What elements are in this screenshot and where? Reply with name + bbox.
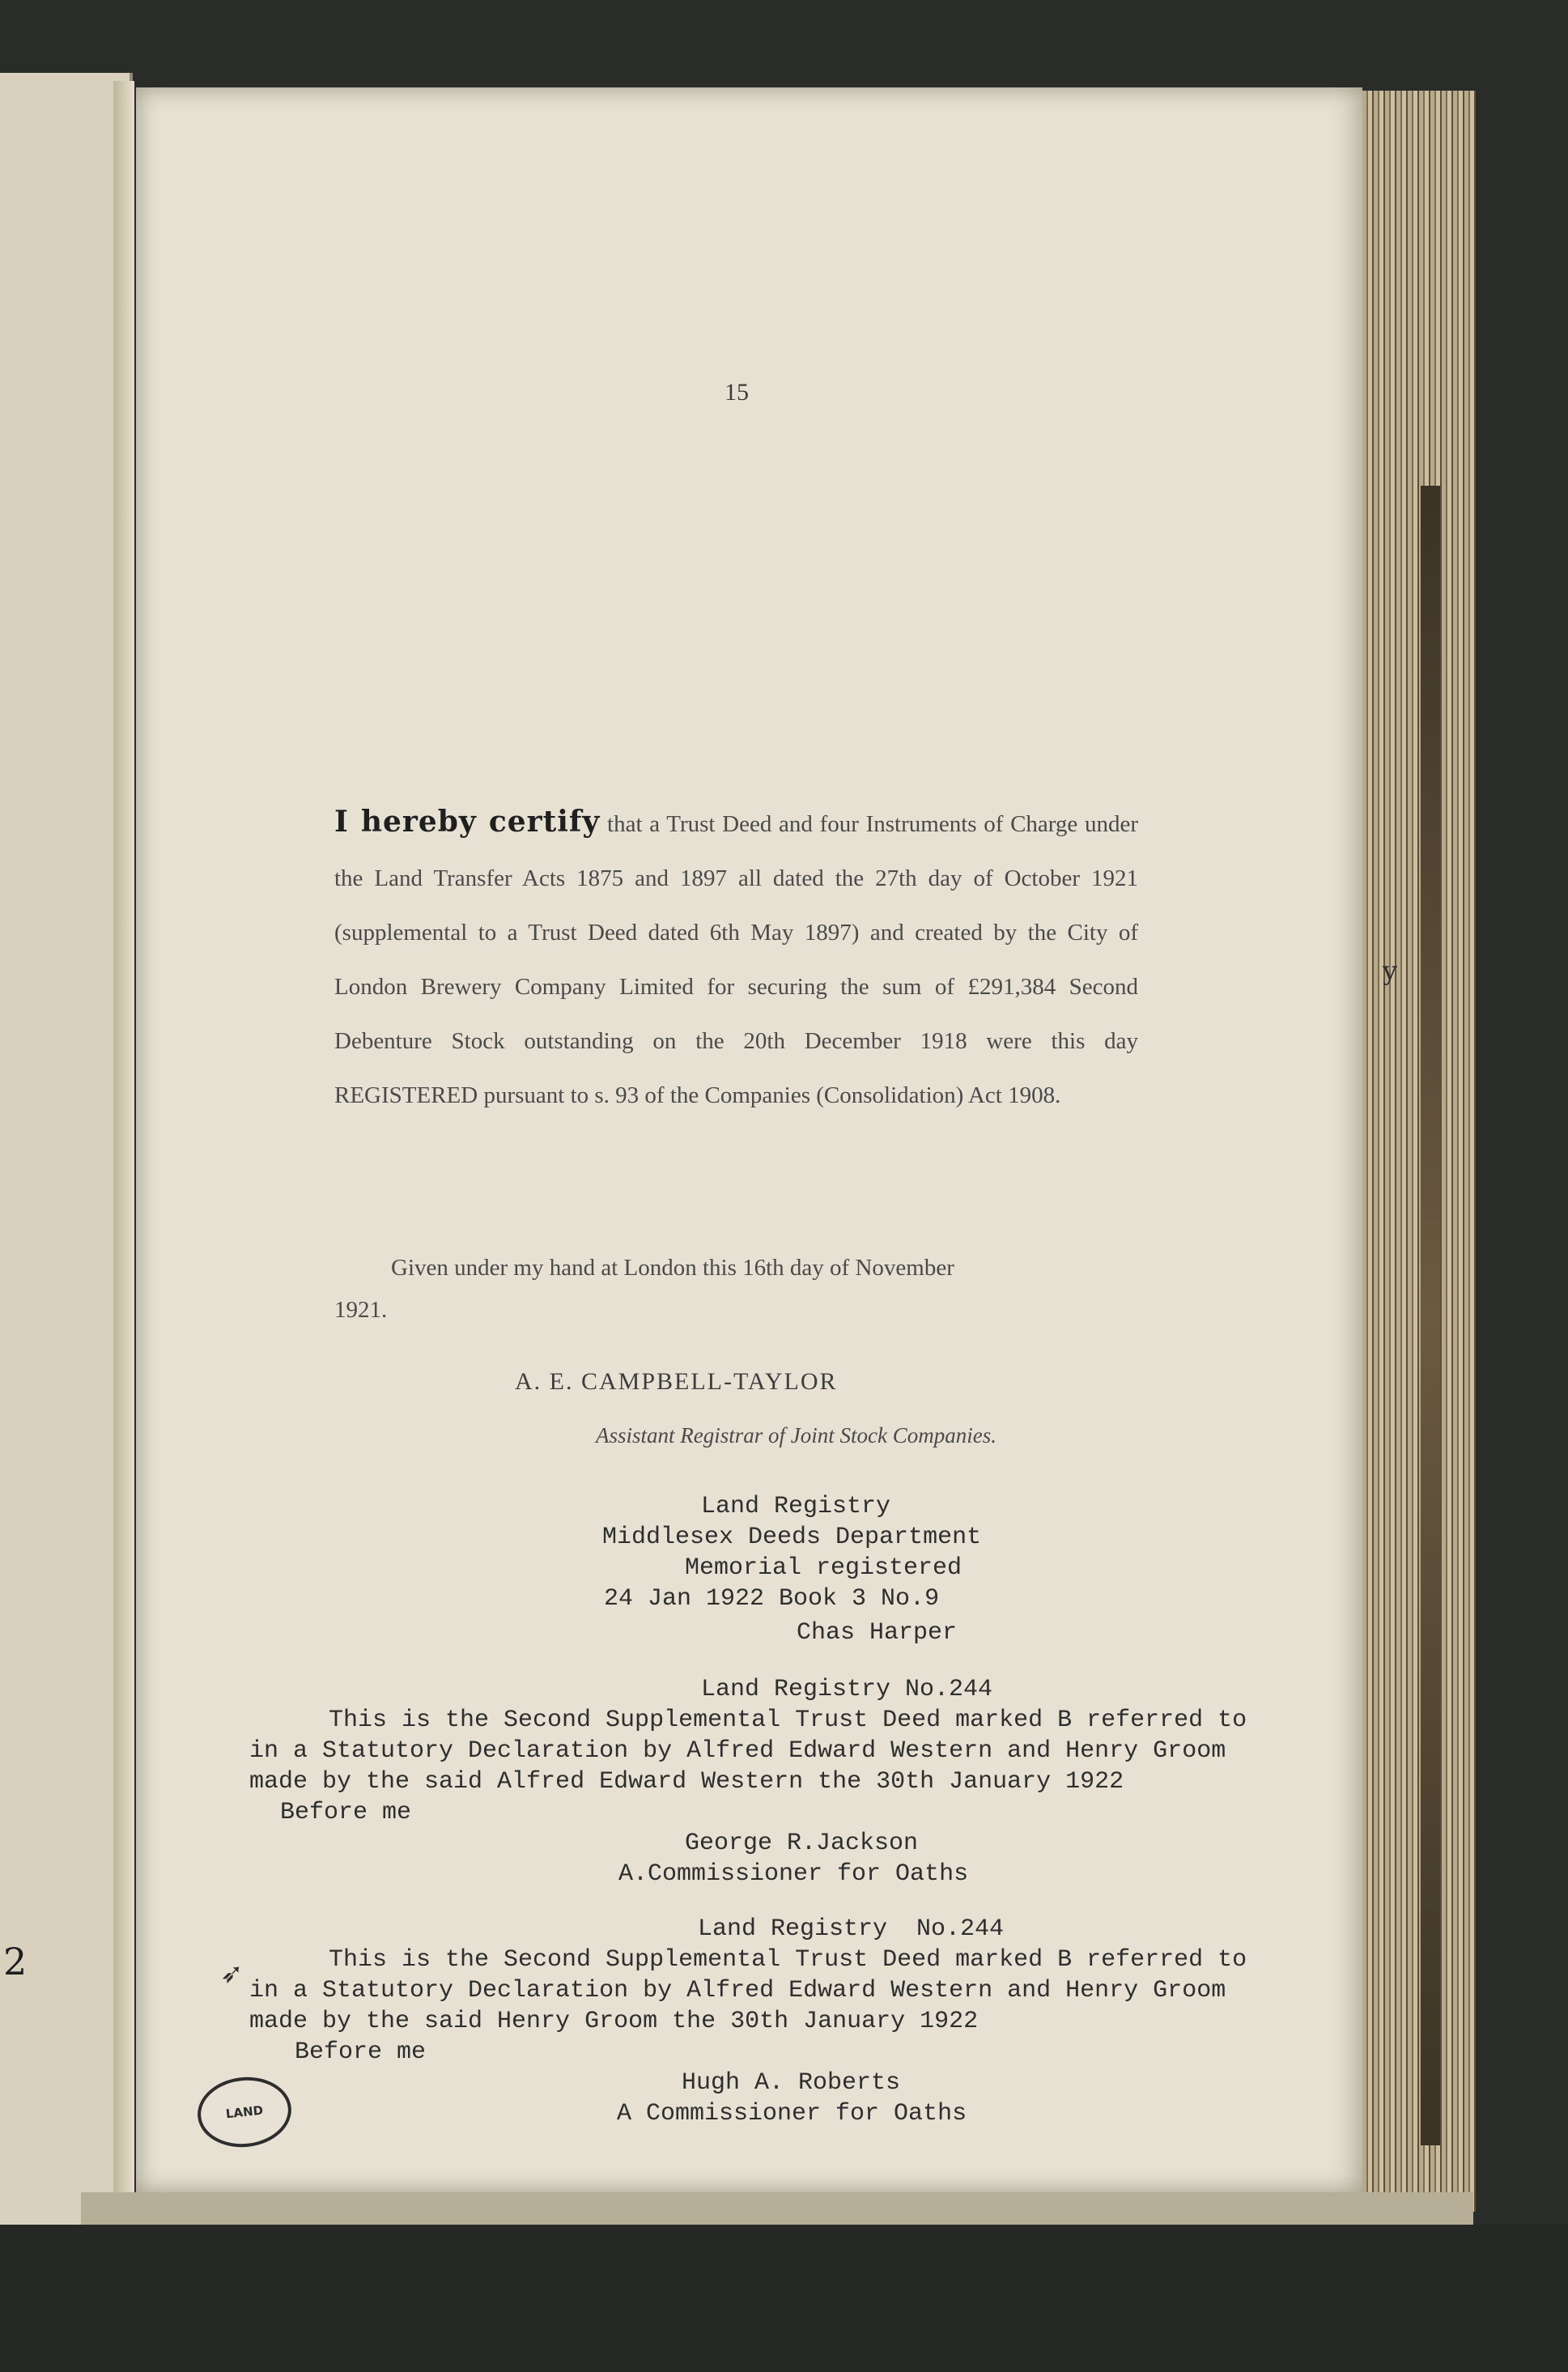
declaration-2-heading: Land Registry No.244 xyxy=(698,1915,1005,1943)
certificate-body: that a Trust Deed and four Instruments of Charge under the Land Transfer Acts 1875 and 1897 all dated the 27th day of October 1921 (supplemental to a Trust Deed dated 6th May 1897) and created by the City of London Brewery Company Limited for securing the sum of £291,384 Second Debenture Stock outstanding on the 20th December 1918 were this day REGISTERED pursuant to s. 93 of the Companies (Consolidation) Act 1908. xyxy=(334,811,1139,1108)
declaration-1-line-3: made by the said Alfred Edward Western the 30th January 1922 xyxy=(249,1768,1124,1796)
book-gutter xyxy=(113,81,134,2202)
declaration-2-line-1: This is the Second Supplemental Trust Deed marked B referred to xyxy=(329,1946,1247,1974)
declaration-1-role: A.Commissioner for Oaths xyxy=(618,1860,969,1888)
left-margin-mark: 2 xyxy=(3,1940,28,1983)
right-margin-mark: y xyxy=(1383,955,1398,986)
declaration-2-role: A Commissioner for Oaths xyxy=(617,2100,967,2128)
given-line-2: 1921. xyxy=(334,1297,388,1323)
declaration-1-signatory: George R.Jackson xyxy=(685,1830,919,1857)
declaration-2-line-3: made by the said Henry Groom the 30th January 1922 xyxy=(249,2008,979,2035)
declaration-1-line-2: in a Statutory Declaration by Alfred Edward Western and Henry Groom xyxy=(249,1737,1226,1765)
registrar-name: A. E. CAMPBELL-TAYLOR xyxy=(515,1368,838,1395)
certificate-lead: I hereby certify xyxy=(334,805,601,839)
memorial-line-4: 24 Jan 1922 Book 3 No.9 xyxy=(604,1585,940,1613)
registrar-title: Assistant Registrar of Joint Stock Companies. xyxy=(596,1423,996,1447)
declaration-1-heading: Land Registry No.244 xyxy=(701,1676,993,1703)
page-edges-shadow xyxy=(1421,486,1440,2145)
page-number: 15 xyxy=(725,379,749,406)
memorial-line-1: Land Registry xyxy=(701,1493,891,1520)
declaration-1-line-1: This is the Second Supplemental Trust Deed marked B referred to xyxy=(329,1707,1247,1734)
declaration-1-before: Before me xyxy=(280,1799,412,1826)
page-bottom-edge xyxy=(81,2192,1473,2225)
declaration-2-signatory: Hugh A. Roberts xyxy=(682,2069,901,2097)
margin-arrow-mark: ➶ xyxy=(220,1958,244,1990)
declaration-2-before: Before me xyxy=(295,2038,427,2066)
memorial-line-5: Chas Harper xyxy=(797,1619,958,1647)
declaration-2-line-2: in a Statutory Declaration by Alfred Edward Western and Henry Groom xyxy=(249,1977,1226,2004)
page-edges xyxy=(1362,91,1476,2212)
given-under-hand xyxy=(334,1247,1138,1331)
book-cover xyxy=(0,2225,1568,2372)
memorial-line-2: Middlesex Deeds Department xyxy=(602,1524,982,1551)
certificate-paragraph xyxy=(334,795,1138,1123)
memorial-line-3: Memorial registered xyxy=(685,1554,962,1582)
given-line-1: Given under my hand at London this 16th day of November xyxy=(391,1255,954,1281)
land-registry-stamp: LAND xyxy=(194,2072,295,2152)
